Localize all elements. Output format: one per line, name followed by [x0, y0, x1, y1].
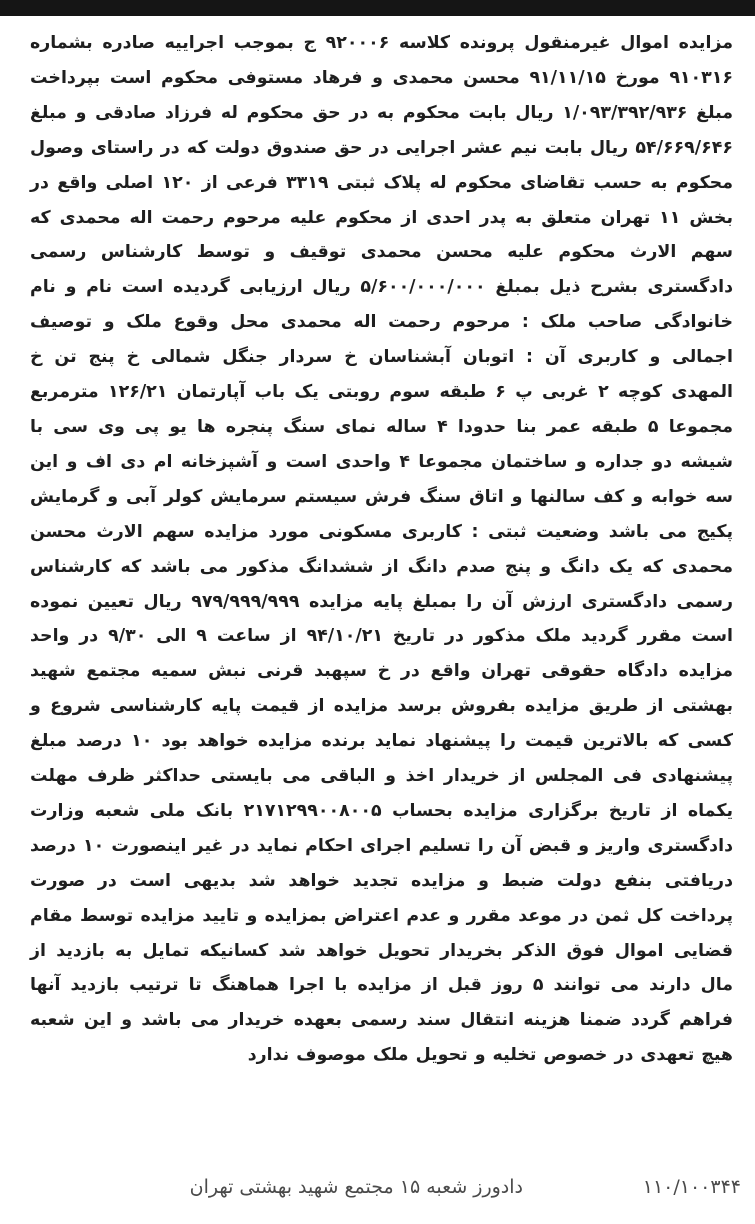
notice-footer [0, 1168, 755, 1210]
notice-reference-number: ۱۱۰/۱۰۰۳۴۴ [642, 1176, 741, 1198]
notice-signature: دادورز شعبه ۱۵ مجتمع شهید بهشتی تهران [189, 1176, 523, 1198]
top-border-bar [0, 0, 755, 16]
auction-notice-body: مزایده اموال غیرمنقول پرونده کلاسه ۹۲۰۰۰۶ ج بموجب اجراییه صادره بشماره ۹۱۰۳۱۶ مورخ ۹۱/۱۱/۱۵ محسن محمدی و فرهاد مستوفی محکوم است بپرداخت مبلغ ۱/۰۹۳/۳۹۲/۹۳۶ ریال بابت محکوم به در حق محکوم له فرزاد صادقی و مبلغ ۵۴/۶۶۹/۶۴۶ ریال بابت نیم عشر اجرایی در حق صندوق دولت که در راستای وصول محکوم به حسب تقاضای محکوم له پلاک ثبتی ۳۳۱۹ فرعی از ۱۲۰ اصلی واقع در بخش ۱۱ تهران متعلق به پدر احدی از محکوم علیه مرحوم رحمت اله محمدی که سهم الارث محکوم علیه محسن محمدی توقیف و توسط کارشناس رسمی دادگستری بشرح ذیل بمبلغ ۵/۶۰۰/۰۰۰/۰۰۰ ریال ارزیابی گردیده است نام و نام خانوادگی صاحب ملک : مرحوم رحمت اله محمدی محل وقوع ملک و توصیف اجمالی و کاربری آن : اتوبان آبشناسان خ سردار جنگل شمالی خ پنج تن خ المهدی کوچه ۲ غربی پ ۶ طبقه سوم روبتی یک باب آپارتمان ۱۲۶/۲۱ مترمربع مجموعا ۵ طبقه عمر بنا حدودا ۴ ساله نمای سنگ پنجره ها یو پی وی سی با شیشه دو جداره و ساختمان مجموعا ۴ واحدی است و آشپزخانه ام دی اف و این سه خوابه و کف سالنها و اتاق سنگ فرش سیستم سرمایش کولر آبی و گرمایش پکیج می باشد وضعیت ثبتی : کاربری مسکونی مورد مزایده سهم الارث محسن محمدی که یک دانگ و پنج صدم دانگ از ششدانگ مذکور می باشد که کارشناس رسمی دادگستری ارزش آن را بمبلغ پایه مزایده ۹۷۹/۹۹۹/۹۹۹ ریال تعیین نموده است مقرر گردید ملک مذکور در تاریخ ۹۴/۱۰/۲۱ از ساعت ۹ الی ۹/۳۰ در واحد مزایده دادگاه حقوقی تهران واقع در خ سپهبد قرنی نبش سمیه مجتمع شهید بهشتی از طریق مزایده بفروش برسد مزایده از قیمت پایه کارشناسی شروع و کسی که بالاترین قیمت را پیشنهاد نماید برنده مزایده خواهد بود ۱۰ درصد مبلغ پیشنهادی فی المجلس از خریدار اخذ و الباقی می بایستی حداکثر ظرف مهلت یکماه از تاریخ برگزاری مزایده بحساب ۲۱۷۱۲۹۹۰۰۸۰۰۵ بانک ملی شعبه وزارت دادگستری واریز و قبض آن را تسلیم اجرای احکام نماید در غیر اینصورت ۱۰ درصد دریافتی بنفع دولت ضبط و مزایده تجدید خواهد شد بدیهی است در صورت پرداخت کل ثمن در موعد مقرر و عدم اعتراض بمزایده و تایید مزایده توسط مقام قضایی اموال فوق الذکر بخریدار تحویل خواهد شد کسانیکه تمایل به بازدید از مال دارند می توانند ۵ روز قبل از مزایده با اجرا هماهنگ تا ترتیب بازدید آنها فراهم گردد ضمنا هزینه انتقال سند رسمی بعهده خریدار می باشد و این شعبه هیچ تعهدی در خصوص تخلیه و تحویل ملک موصوف ندارد [30, 33, 734, 1066]
